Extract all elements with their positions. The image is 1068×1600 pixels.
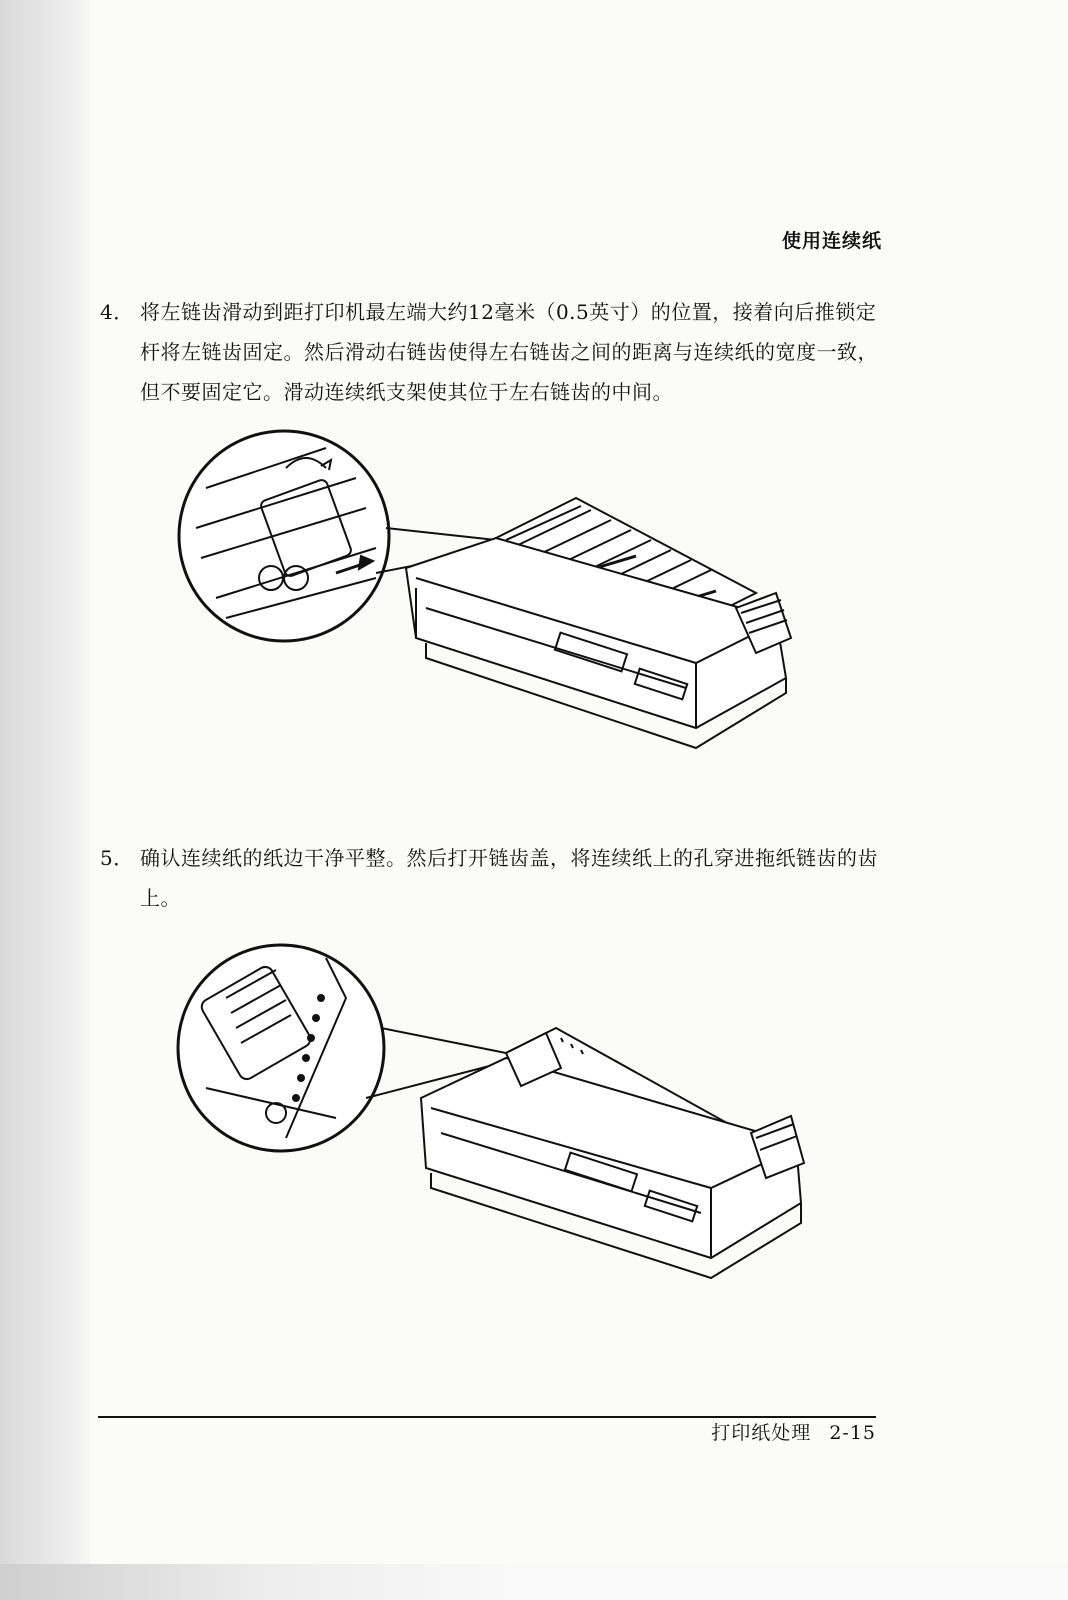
- step-text: 将左链齿滑动到距打印机最左端大约12毫米（0.5英寸）的位置，接着向后推锁定杆将左链齿固定。然后滑动右链齿使得左右链齿之间的距离与连续纸的宽度一致，但不要固定它。滑动连续纸支架使其位于左右链齿的中间。: [140, 300, 878, 404]
- step-number: 4．: [100, 300, 134, 324]
- scan-margin-shadow: [0, 0, 90, 1600]
- footer-chapter: 打印纸处理: [711, 1422, 812, 1444]
- page-footer: [711, 1418, 876, 1445]
- section-title: 使用连续纸: [781, 230, 882, 252]
- step-number: 5．: [100, 846, 134, 870]
- step-4: [100, 292, 880, 412]
- printer-paper-loading-illustration: [176, 938, 816, 1308]
- footer-page-number: 2-15: [829, 1422, 876, 1444]
- printer-sprocket-illustration: [176, 428, 806, 778]
- scan-bottom-shadow: [0, 1564, 1068, 1600]
- step-text: 确认连续纸的纸边干净平整。然后打开链齿盖，将连续纸上的孔穿进拖纸链齿的齿上。: [140, 846, 878, 910]
- step-5: [100, 838, 880, 918]
